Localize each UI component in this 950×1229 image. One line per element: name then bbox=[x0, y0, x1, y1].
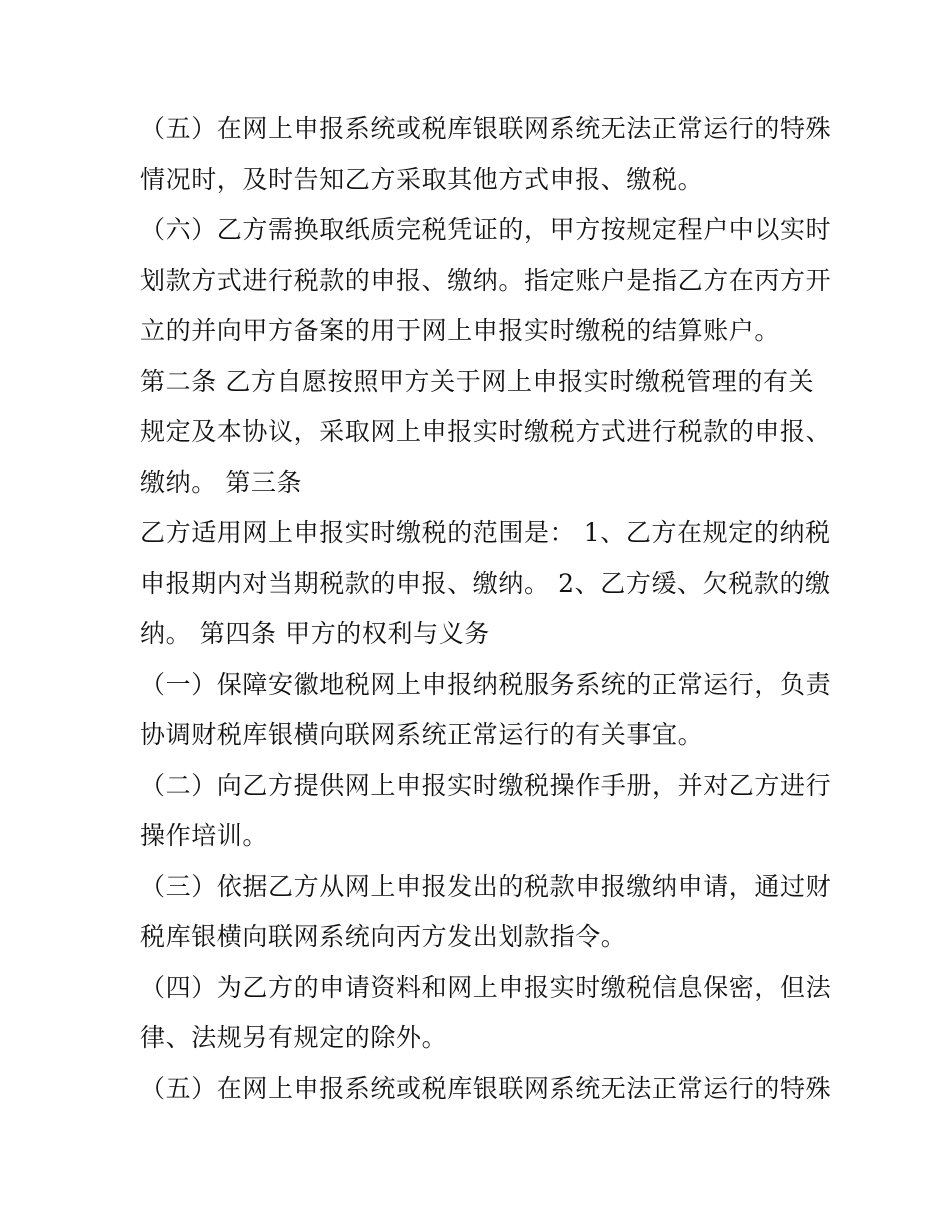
paragraph-line-3: （六）乙方需换取纸质完税凭证的，甲方按规定程户中以实时 bbox=[140, 215, 832, 244]
paragraph-line-13: 协调财税库银横向联网系统正常运行的有关事宜。 bbox=[140, 720, 704, 749]
paragraph-line-9: 乙方适用网上申报实时缴税的范围是： 1、乙方在规定的纳税 bbox=[140, 518, 831, 547]
paragraph-line-18: （四）为乙方的申请资料和网上申报实时缴税信息保密，但法 bbox=[140, 972, 832, 1002]
paragraph-line-1: （五）在网上申报系统或税库银联网系统无法正常运行的特殊 bbox=[140, 114, 832, 143]
paragraph-line-8: 缴纳。 第三条 bbox=[140, 467, 303, 497]
paragraph-line-2: 情况时，及时告知乙方采取其他方式申报、缴税。 bbox=[140, 164, 704, 194]
paragraph-line-5: 立的并向甲方备案的用于网上申报实时缴税的结算账户。 bbox=[140, 316, 781, 345]
document-body bbox=[140, 104, 832, 1114]
paragraph-line-19: 律、法规另有规定的除外。 bbox=[140, 1023, 448, 1052]
paragraph-line-6: 第二条 乙方自愿按照甲方关于网上申报实时缴税管理的有关 bbox=[140, 366, 815, 396]
paragraph-line-15: 操作培训。 bbox=[140, 821, 269, 850]
paragraph-line-10: 申报期内对当期税款的申报、缴纳。 2、乙方缓、欠税款的缴 bbox=[140, 568, 831, 598]
paragraph-line-4: 划款方式进行税款的申报、缴纳。指定账户是指乙方在丙方开 bbox=[140, 265, 832, 295]
paragraph-line-7: 规定及本协议，采取网上申报实时缴税方式进行税款的申报、 bbox=[140, 417, 832, 446]
paragraph-line-17: 税库银横向联网系统向丙方发出划款指令。 bbox=[140, 922, 627, 951]
paragraph-line-20: （五）在网上申报系统或税库银联网系统无法正常运行的特殊 bbox=[140, 1073, 832, 1103]
paragraph-line-16: （三）依据乙方从网上申报发出的税款申报缴纳申请，通过财 bbox=[140, 871, 832, 901]
paragraph-line-12: （一）保障安徽地税网上申报纳税服务系统的正常运行，负责 bbox=[140, 669, 832, 699]
paragraph-line-11: 纳。 第四条 甲方的权利与义务 bbox=[140, 619, 490, 648]
paragraph-line-14: （二）向乙方提供网上申报实时缴税操作手册，并对乙方进行 bbox=[140, 770, 832, 800]
